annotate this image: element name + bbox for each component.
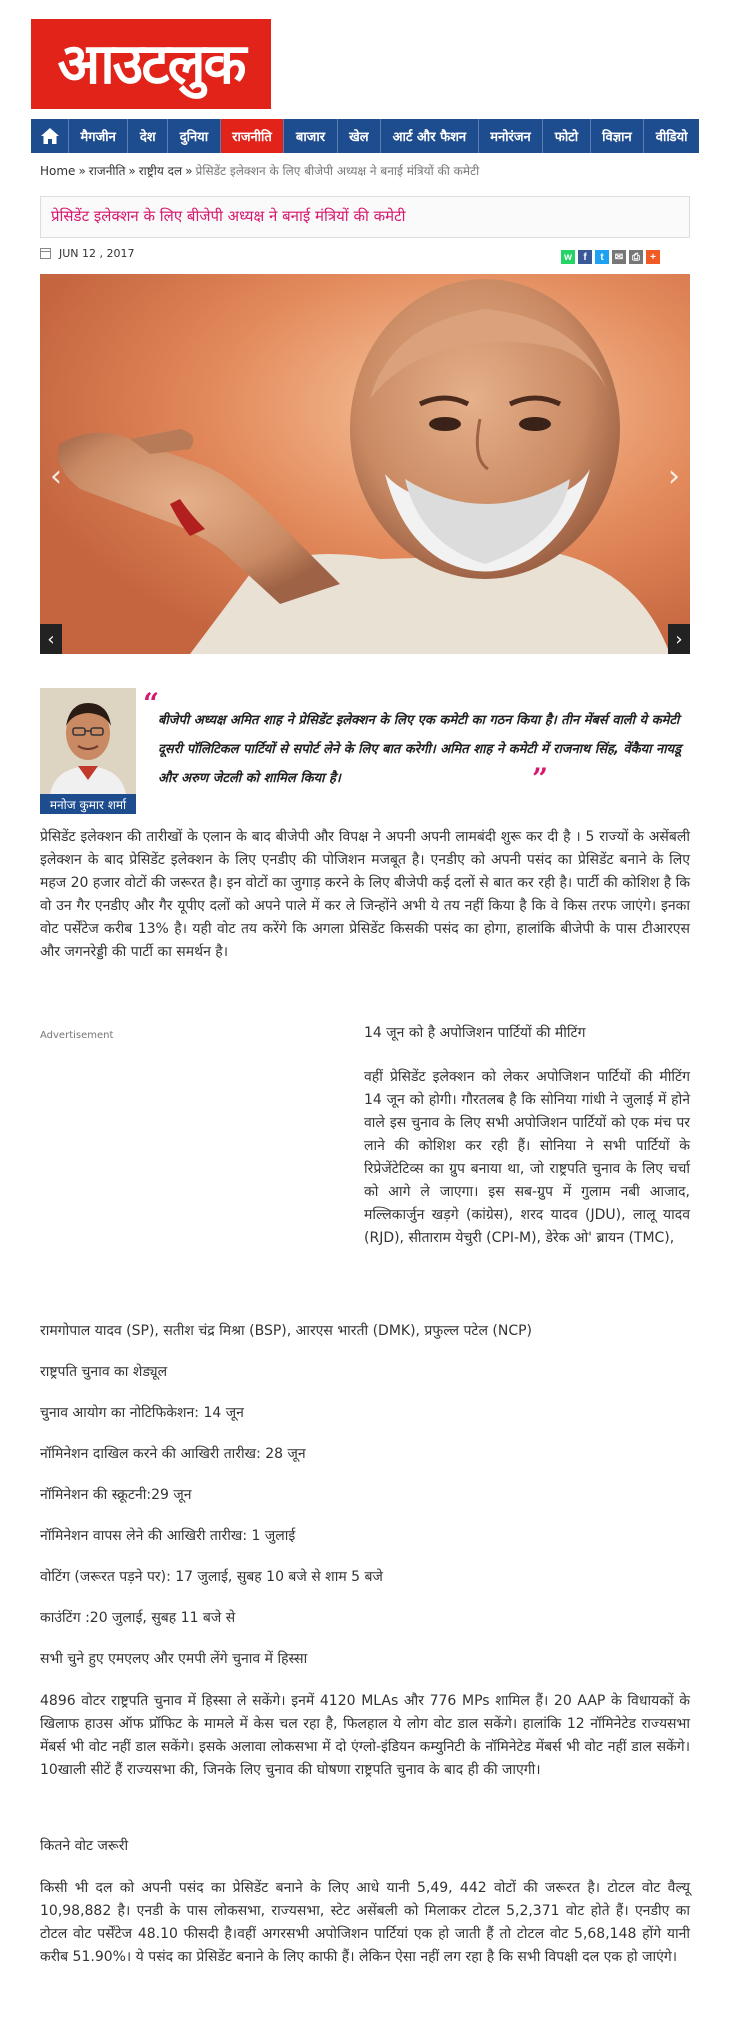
nav-item-khel[interactable]: खेल [338, 119, 382, 153]
article-paragraph-3: 4896 वोटर राष्ट्रपति चुनाव में हिस्सा ले सकेंगे। इनमें 4120 MLAs और 776 MPs शामिल हैं। 20 AAP के विधायकों के खिलाफ हाउस ऑफ प्रॉफिट के मामले में केस चल रहा है, फिलहाल ये लोग वोट डाल सकेंगे। हालांकि 12 नॉमिनेटेड राज्यसभा मेंबर्स भी वोट नहीं डाल सकेंगे। इसके अलावा लोकसभा में दो एंग्लो-इंडियन कम्युनिटी के नॉमिनेटेड मेंबर्स भी वोट नहीं डाल सकेंगे।10खाली सीटें हैं राज्यसभा की, जिनके लिए चुनाव की घोषणा राष्ट्रपति चुनाव के बाद ही की जाएगी। [40, 1693, 690, 1778]
schedule-item: चुनाव आयोग का नोटिफिकेशन: 14 जून [40, 1405, 244, 1421]
nav-item-video[interactable]: वीडियो [655, 130, 688, 145]
author-photo [40, 688, 136, 794]
nav-item-desh[interactable]: देश [128, 119, 168, 153]
slider-next-button[interactable]: › [668, 624, 690, 654]
breadcrumb: Home » राजनीति » राष्ट्रीय दल » प्रेसिडेंट इलेक्शन के लिए बीजेपी अध्यक्ष ने बनाई मंत्रियों की कमेटी [40, 164, 480, 178]
slider-prev-button[interactable]: ‹ [40, 624, 62, 654]
main-navigation [31, 119, 699, 153]
article-pull-quote: बीजेपी अध्यक्ष अमित शाह ने प्रेसिडेंट इलेक्शन के लिए एक कमेटी का गठन किया है। तीन मेंबर्स वाली ये कमेटी दूसरी पॉलिटिकल पार्टियों से सपोर्ट लेने के लिए बात करेगी। अमित शाह ने कमेटी में राजनाथ सिंह, वेंकैया नायडू और अरुण जेटली को शामिल किया है। [158, 713, 682, 786]
article-paragraph-1: प्रेसिडेंट इलेक्शन की तारीखों के एलान के बाद बीजेपी और विपक्ष ने अपनी अपनी लामबंदी शुरू कर दी है । 5 राज्यों के असेंबली इलेक्शन के बाद प्रेसिडेंट इलेक्शन के लिए एनडीए की पोजिशन मजबूत है। एनडीए को अपनी पसंद का प्रेसिडेंट बनाने के लिए महज 20 हजार वोटों की जरूरत है। इन वोटों का जुगाड़ करने के लिए बीजेपी कई दलों से बात कर रही है। पार्टी की कोशिश है कि वो उन गैर एनडीए और गैर यूपीए दलों को अपने पाले में कर ले जिन्होंने अभी ये तय नहीं किया है कि वे किस तरफ जाएंगे। इनका वोट पर्सेंटेज करीब 13% है। यही वोट तय करेंगे कि अगला प्रेसिडेंट किसकी पसंद का होगा, हालांकि बीजेपी के पास टीआरएस और जगनरेड्डी की पार्टी का समर्थन है। [40, 829, 690, 960]
calendar-icon [40, 248, 51, 259]
share-bar [561, 250, 660, 264]
breadcrumb-home[interactable]: Home [40, 164, 76, 178]
article-date: JUN 12 , 2017 [59, 247, 135, 260]
article-title-box [40, 196, 690, 238]
article-title: प्रेसिडेंट इलेक्शन के लिए बीजेपी अध्यक्ष ने बनाई मंत्रियों की कमेटी [51, 207, 406, 225]
logo-text: आउटलुक [57, 31, 245, 97]
subheading-votes-needed: कितने वोट जरूरी [40, 1838, 129, 1854]
advertisement-label: Advertisement [40, 1030, 114, 1041]
nav-item-art-fashion[interactable]: आर्ट और फैशन [381, 119, 479, 153]
open-quote-icon: “ [143, 687, 160, 720]
schedule-item: नॉमिनेशन दाखिल करने की आखिरी तारीख: 28 जून [40, 1446, 306, 1462]
breadcrumb-current: प्रेसिडेंट इलेक्शन के लिए बीजेपी अध्यक्ष ने बनाई मंत्रियों की कमेटी [195, 164, 480, 178]
schedule-item: नॉमिनेशन वापस लेने की आखिरी तारीख: 1 जुलाई [40, 1528, 296, 1544]
facebook-icon[interactable]: f [578, 250, 592, 264]
breadcrumb-section[interactable]: राजनीति [88, 164, 126, 178]
schedule-item: काउंटिंग :20 जुलाई, सुबह 11 बजे से [40, 1610, 236, 1626]
nav-item-bazaar[interactable]: बाजार [284, 119, 337, 153]
slider-next-arrow-icon[interactable]: › [668, 459, 680, 494]
nav-item-photo[interactable]: फोटो [543, 119, 590, 153]
schedule-item: वोटिंग (जरूरत पड़ने पर): 17 जुलाई, सुबह 10 बजे से शाम 5 बजे [40, 1569, 383, 1585]
whatsapp-icon[interactable]: w [561, 250, 575, 264]
twitter-icon[interactable]: t [595, 250, 609, 264]
print-icon[interactable]: ⎙ [629, 250, 643, 264]
article-hero-image [40, 274, 690, 654]
share-plus-icon[interactable]: + [646, 250, 660, 264]
close-quote-icon: ” [532, 762, 549, 795]
author-name[interactable]: मनोज कुमार शर्मा [40, 794, 136, 814]
nav-item-vigyan[interactable]: विज्ञान [591, 119, 645, 153]
slider-prev-arrow-icon[interactable]: ‹ [50, 459, 62, 494]
schedule-heading: राष्ट्रपति चुनाव का शेड्यूल [40, 1364, 168, 1380]
article-paragraph-2: वहीं प्रेसिडेंट इलेक्शन को लेकर अपोजिशन पार्टियों की मीटिंग 14 जून को होगी। गौरतलब है कि सोनिया गांधी ने जुलाई में होने वाले इस चुनाव के लिए सभी अपोजिशन पार्टियों को एक मंच पर लाने की कोशिश कर रही हैं। सोनिया ने सभी पार्टियों के रिप्रेजेंटेटिव्स का ग्रुप बनाया था, जो राष्ट्रपति चुनाव के लिए चर्चा को आगे ले जाएगा। इस सब-ग्रुप में गुलाम नबी आजाद, मल्लिकार्जुन खड़गे (कांग्रेस), शरद यादव (JDU), लालू यादव (RJD), सीताराम येचुरी (CPI-M), डेरेक ओ' ब्रायन (TMC), [364, 1069, 690, 1246]
article-paragraph-4: किसी भी दल को अपनी पसंद का प्रेसिडेंट बनाने के लिए आधे यानी 5,49, 442 वोटों की जरूरत है। टोटल वोट वैल्यू 10,98,882 है। एनडी के पास लोकसभा, राज्यसभा, स्टेट असेंबली को मिलाकर टोटल 5,2,371 वोट होते हैं। एनडीए का टोटल वोट पर्सेंटेज 48.10 फीसदी है।वहीं अगरसभी अपोजिशन पार्टियां एक हो जाती हैं तो टोटल वोट 5,68,148 होंगे यानी करीब 51.90%। ये पसंद का प्रेसिडेंट बनाने के लिए काफी हैं। लेकिन ऐसा नहीं लग रहा है कि सभी विपक्षी दल एक हो जाएंगे। [40, 1880, 690, 1965]
nav-item-rajniti[interactable]: राजनीति [221, 119, 285, 153]
nav-item-magazine[interactable]: मैगजीन [69, 119, 128, 153]
subheading-opposition-meeting: 14 जून को है अपोजिशन पार्टियों की मीटिंग [364, 1025, 586, 1041]
schedule-item: सभी चुने हुए एमएलए और एमपी लेंगे चुनाव में हिस्सा [40, 1651, 308, 1667]
nav-item-manoranjan[interactable]: मनोरंजन [479, 119, 544, 153]
home-icon[interactable] [31, 119, 69, 153]
email-icon[interactable]: ✉ [612, 250, 626, 264]
article-paragraph-2-continued: रामगोपाल यादव (SP), सतीश चंद्र मिश्रा (BSP), आरएस भारती (DMK), प्रफुल्ल पटेल (NCP) [40, 1323, 533, 1339]
nav-item-duniya[interactable]: दुनिया [168, 119, 220, 153]
site-logo[interactable] [31, 19, 271, 109]
breadcrumb-subsection[interactable]: राष्ट्रीय दल [138, 164, 183, 178]
article-date-row [40, 247, 135, 260]
schedule-item: नॉमिनेशन की स्क्रूटनी:29 जून [40, 1487, 192, 1503]
